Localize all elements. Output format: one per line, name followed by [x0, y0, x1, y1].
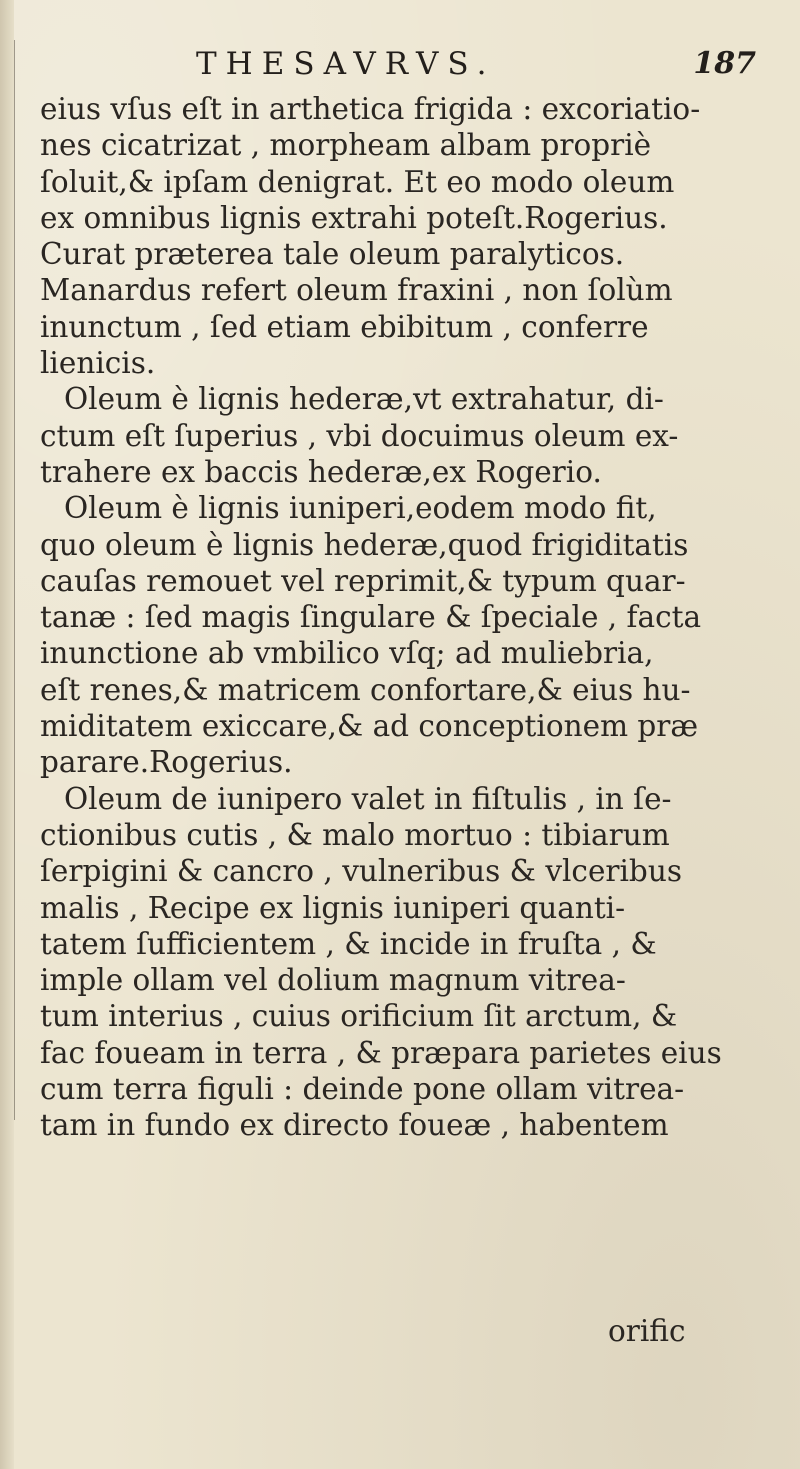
text-line: ſerpigini & cancro , vulneribus & vlceribus	[40, 854, 682, 889]
text-line: miditatem exiccare,& ad conceptionem præ	[40, 709, 699, 744]
page-number: 187	[693, 46, 756, 81]
text-line: eſt renes,& matricem confortare,& eius hu-	[40, 672, 691, 707]
text-line: ex omnibus lignis extrahi poteſt.Rogerius.	[40, 200, 668, 235]
text-line: inunctum , ſed etiam ebibitum , conferre	[40, 309, 649, 344]
text-line: tum interius , cuius orificium ſit arctum, &	[40, 999, 678, 1034]
text-line: parare.Rogerius.	[40, 745, 293, 780]
text-line: Oleum de iunipero valet in fiſtulis , in ſe-	[64, 781, 672, 816]
page-header	[196, 44, 756, 88]
binding-gutter	[0, 0, 14, 1469]
running-title: THESAVRVS.	[196, 46, 496, 82]
text-line: tanæ : ſed magis ſingulare & ſpeciale , facta	[40, 600, 702, 635]
text-line: eius vſus eſt in arthetica frigida : excoriatio-	[40, 92, 701, 126]
text-line: cauſas remouet vel reprimit,& typum quar-	[40, 563, 686, 598]
text-line: Oleum è lignis iuniperi,eodem modo fit,	[64, 491, 657, 526]
text-line: ſoluit,& ipſam denigrat. Et eo modo oleum	[40, 164, 675, 199]
text-line: Manardus refert oleum fraxini , non ſolùm	[40, 273, 673, 308]
text-line: fac foueam in terra , & præpara parietes eius	[40, 1035, 722, 1070]
text-line: quo oleum è lignis hederæ,quod frigiditatis	[40, 527, 689, 562]
text-line: inunctione ab vmbilico vſq; ad muliebria,	[40, 636, 654, 671]
text-line: malis , Recipe ex lignis iuniperi quanti-	[40, 890, 626, 925]
text-line: ctionibus cutis , & malo mortuo : tibiarum	[40, 817, 670, 852]
text-line: tam in fundo ex directo foueæ , habentem	[40, 1108, 669, 1143]
text-line: ctum eſt ſuperius , vbi docuimus oleum ex-	[40, 418, 679, 453]
text-line: imple ollam vel dolium magnum vitrea-	[40, 963, 626, 998]
text-line: Oleum è lignis hederæ,vt extrahatur, di-	[64, 382, 664, 417]
gutter-edge-line	[14, 40, 15, 1120]
text-line: lienicis.	[40, 346, 156, 381]
text-line: trahere ex baccis hederæ,ex Rogerio.	[40, 454, 602, 489]
catchword: orific	[608, 1314, 686, 1348]
text-line: cum terra figuli : deinde pone ollam vitrea-	[40, 1072, 685, 1107]
text-line: nes cicatrizat , morpheam albam propriè	[40, 128, 652, 163]
body-text	[40, 91, 800, 1144]
text-line: tatem ſufficientem , & incide in fruſta , &	[40, 926, 657, 961]
text-line: Curat præterea tale oleum paralyticos.	[40, 237, 625, 272]
